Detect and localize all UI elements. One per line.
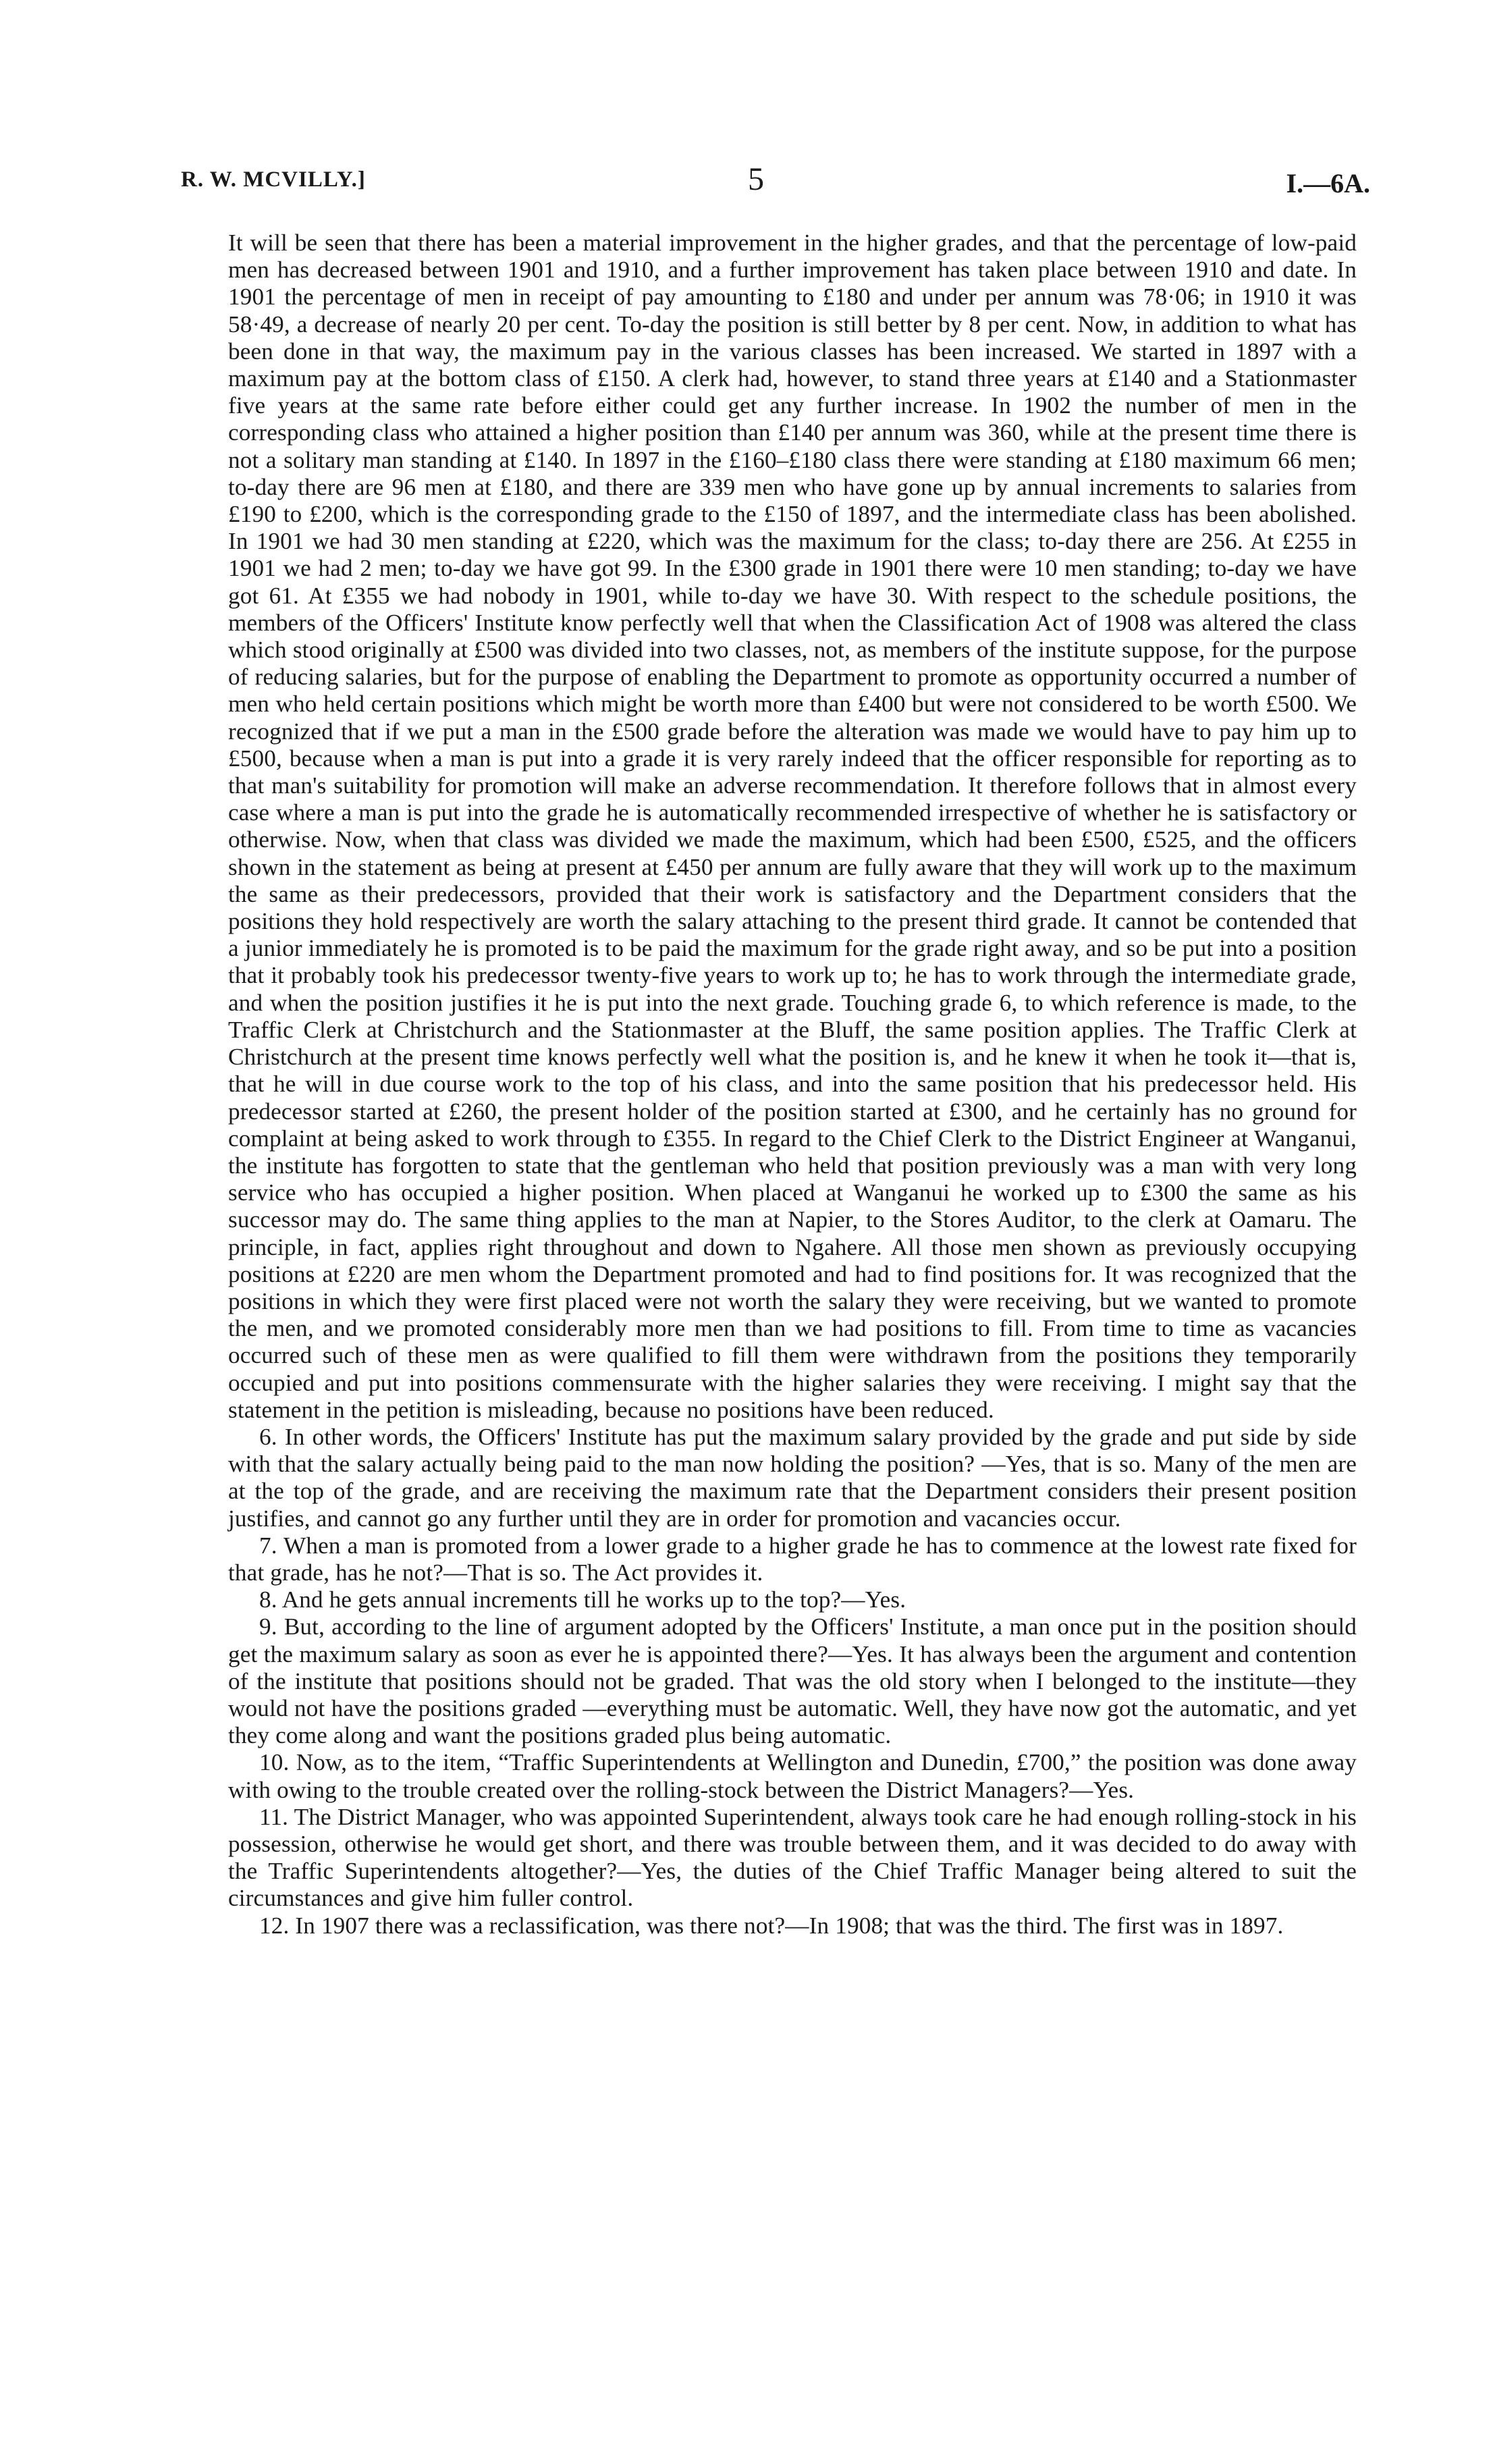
page-number: 5 [748,161,764,197]
paragraph-question-10: 10. Now, as to the item, “Traffic Superintendents at Wellington and Dunedin, £700,” the position was done away with owing to the trouble created over the rolling-stock between the District Managers?—Yes. [228,1749,1357,1803]
paragraph-question-8: 8. And he gets annual increments till he works up to the top?—Yes. [259,1586,906,1613]
paragraph-question-9: 9. But, according to the line of argument adopted by the Officers' Institute, a man once put in the position should get the maximum salary as soon as ever he is appointed there?—Yes. It has always been the argument and contention of the institute that positions should not be graded. That was the old story when I belonged to the institute—they would not have the positions graded —everything must be automatic. Well, they have now got the automatic, and yet they come along and want the positions graded plus being automatic. [228,1613,1357,1749]
paragraph-question-7: 7. When a man is promoted from a lower grade to a higher grade he has to commence at the lowest rate fixed for that grade, has he not?—That is so. The Act provides it. [228,1532,1357,1586]
paragraph-testimony: It will be seen that there has been a material improvement in the higher grades, and that the percentage of low-paid men has decreased between 1901 and 1910, and a further improvement has taken place between 1910 and date. In 1901 the percentage of men in receipt of pay amounting to £180 and under per annum was 78·06; in 1910 it was 58·49, a decrease of nearly 20 per cent. To-day the position is still better by 8 per cent. Now, in addition to what has been done in that way, the maximum pay in the various classes has been increased. We started in 1897 with a maximum pay at the bottom class of £150. A clerk had, however, to stand three years at £140 and a Stationmaster five years at the same rate before either could get any further increase. In 1902 the number of men in the corresponding class who attained a higher position than £140 per annum was 360, while at the present time there is not a solitary man standing at £140. In 1897 in the £160–£180 class there were standing at £180 maximum 66 men; to-day there are 96 men at £180, and there are 339 men who have gone up by annual increments to salaries from £190 to £200, which is the corresponding grade to the £150 of 1897, and the intermediate class has been abolished. In 1901 we had 30 men standing at £220, which was the maximum for the class; to-day there are 256. At £255 in 1901 we had 2 men; to-day we have got 99. In the £300 grade in 1901 there were 10 men standing; to-day we have got 61. At £355 we had nobody in 1901, while to-day we have 30. With respect to the schedule positions, the members of the Officers' Institute know perfectly well that when the Classification Act of 1908 was altered the class which stood originally at £500 was divided into two classes, not, as members of the institute suppose, for the purpose of reducing salaries, but for the purpose of enabling the Department to promote as opportunity occurred a number of men who held certain positions which might be worth more than £400 but were not considered to be worth £500. We recognized that if we put a man in the £500 grade before the alteration was made we would have to pay him up to £500, because when a man is put into a grade it is very rarely indeed that the officer responsible for reporting as to that man's suitability for promotion will make an adverse recommendation. It therefore follows that in almost every case where a man is put into the grade he is automatically recommended irrespective of whether he is satisfactory or otherwise. Now, when that class was divided we made the maximum, which had been £500, £525, and the officers shown in the statement as being at present at £450 per annum are fully aware that they will work up to the maximum the same as their predecessors, provided that their work is satisfactory and the Department considers that the positions they hold respectively are worth the salary attaching to the present third grade. It cannot be contended that a junior immediately he is promoted is to be paid the maximum for the grade right away, and so be put into a position that it probably took his predecessor twenty-five years to work up to; he has to work through the intermediate grade, and when the position justifies it he is put into the next grade. Touching grade 6, to which reference is made, to the Traffic Clerk at Christchurch and the Stationmaster at the Bluff, the same position applies. The Traffic Clerk at Christchurch at the present time knows perfectly well what the position is, and he knew it when he took it—that is, that he will in due course work to the top of his class, and into the same position that his predecessor held. His predecessor started at £260, the present holder of the position started at £300, and he certainly has no ground for complaint at being asked to work through to £355. In regard to the Chief Clerk to the District Engineer at Wanganui, the institute has forgotten to state that the gentleman who held that position previously was a man with very long service who has occupied a higher position. When placed at Wanganui he worked up to £300 the same as his successor may do. The same thing applies to the man at Napier, to the Stores Auditor, to the clerk at Oamaru. The principle, in fact, applies right throughout and down to Ngahere. All those men shown as previously occupying positions at £220 are men whom the Department promoted and had to find positions for. It was recognized that the positions in which they were first placed were not worth the salary they were receiving, but we wanted to promote the men, and we promoted considerably more men than we had positions to fill. From time to time as vacancies occurred such of these men as were qualified to fill them were withdrawn from the positions they temporarily occupied and put into positions commensurate with the higher salaries they were receiving. I might say that the statement in the petition is misleading, because no positions have been reduced. [228,230,1357,1423]
paragraph-question-11: 11. The District Manager, who was appointed Superintendent, always took care he had enough rolling-stock in his possession, otherwise he would get short, and there was trouble between them, and it was decided to do away with the Traffic Superintendents altogether?—Yes, the duties of the Chief Traffic Manager being altered to suit the circumstances and give him fuller control. [228,1803,1357,1912]
paragraph-question-12: 12. In 1907 there was a reclassification, was there not?—In 1908; that was the third. The first was in 1897. [259,1912,1284,1939]
header-witness-name: R. W. MCVILLY.] [181,167,366,192]
body-text [228,230,1357,1939]
page-header [181,161,1370,201]
document-reference: I.—6A. [1286,168,1370,198]
paragraph-question-6: 6. In other words, the Officers' Institute has put the maximum salary provided by the grade and put side by side with that the salary actually being paid to the man now holding the position? —Yes, that is so. Many of the men are at the top of the grade, and are receiving the maximum rate that the Department considers their present position justifies, and cannot go any further until they are in order for promotion and vacancies occur. [228,1423,1357,1532]
